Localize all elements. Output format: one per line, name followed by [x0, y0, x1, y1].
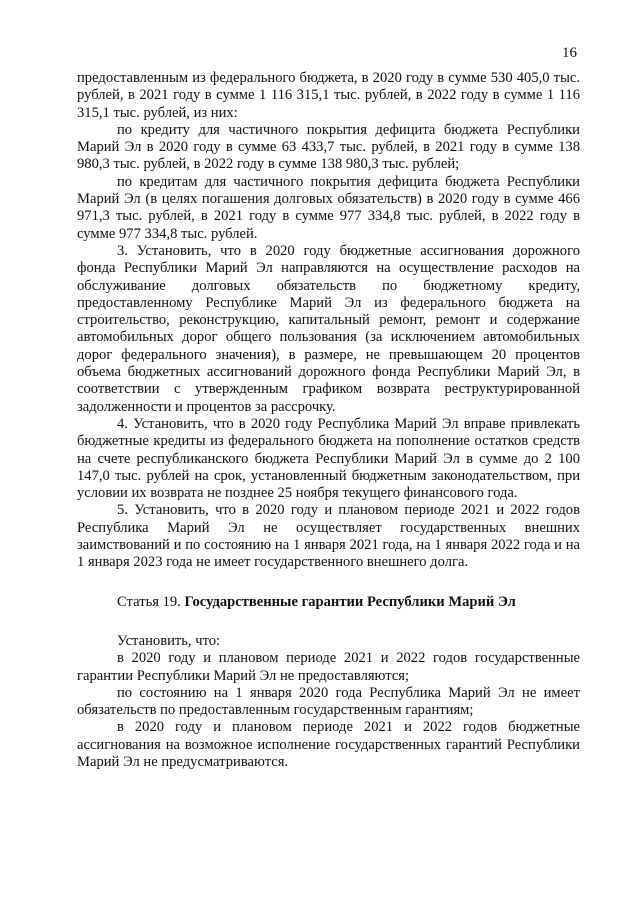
paragraph: 4. Установить, что в 2020 году Республика Марий Эл вправе привлекать бюджетные кредиты из федерального бюджета на пополнение остатков средств на счете республиканского бюджета Республики Марий Эл в сумме до 2 100 147,0 тыс. рублей на срок, установленный бюджетным законодательством, при условии их возврата не позднее 25 ноября текущего финансового года. [77, 415, 580, 502]
paragraph: Установить, что: [117, 632, 221, 649]
article-label: Статья 19. [117, 593, 185, 610]
page-number: 16 [562, 45, 577, 61]
paragraph: по кредитам для частичного покрытия дефицита бюджета Республики Марий Эл (в целях погашения долговых обязательств) в 2020 году в сумме 466 971,3 тыс. рублей, в 2021 году в сумме 977 334,8 тыс. рублей, в 2022 году в сумме 977 334,8 тыс. рублей. [77, 173, 580, 242]
paragraph: 3. Установить, что в 2020 году бюджетные ассигнования дорожного фонда Республики Марий Эл направляются на осуществление расходов на обслуживание долговых обязательств по бюджетному кредиту, предоставленному Республике Марий Эл из федерального бюджета на строительство, реконструкцию, капитальный ремонт, ремонт и содержание автомобильных дорог общего пользования (за исключением автомобильных дорог федерального значения), в размере, не превышающем 20 процентов объема бюджетных ассигнований дорожного фонда Республики Марий Эл, в соответствии с утвержденным графиком возврата реструктурированной задолженности и процентов за рассрочку. [77, 242, 580, 415]
paragraph: по состоянию на 1 января 2020 года Республика Марий Эл не имеет обязательств по предоставленным государственным гарантиям; [77, 684, 580, 719]
document-body [77, 70, 580, 771]
paragraph: 5. Установить, что в 2020 году и плановом периоде 2021 и 2022 годов Республика Марий Эл не осуществляет государственных внешних заимствований и по состоянию на 1 января 2021 года, на 1 января 2022 года и на 1 января 2023 года не имеет государственного внешнего долга. [77, 502, 580, 571]
article-title: Государственные гарантии Республики Марий Эл [184, 593, 516, 610]
paragraph: по кредиту для частичного покрытия дефицита бюджета Республики Марий Эл в 2020 году в сумме 63 433,7 тыс. рублей, в 2021 году в сумме 138 980,3 тыс. рублей, в 2022 году в сумме 138 980,3 тыс. рублей; [77, 121, 580, 173]
paragraph: в 2020 году и плановом периоде 2021 и 2022 годов бюджетные ассигнования на возможное исполнение государственных гарантий Республики Марий Эл не предусматриваются. [77, 719, 580, 770]
article-heading [77, 594, 580, 611]
paragraph: в 2020 году и плановом периоде 2021 и 2022 годов государственные гарантии Республики Марий Эл не предоставляются; [77, 650, 580, 684]
paragraph: предоставленным из федерального бюджета, в 2020 году в сумме 530 405,0 тыс. рублей, в 2021 году в сумме 1 116 315,1 тыс. рублей, в 2022 году в сумме 1 116 315,1 тыс. рублей, из них: [77, 70, 580, 121]
